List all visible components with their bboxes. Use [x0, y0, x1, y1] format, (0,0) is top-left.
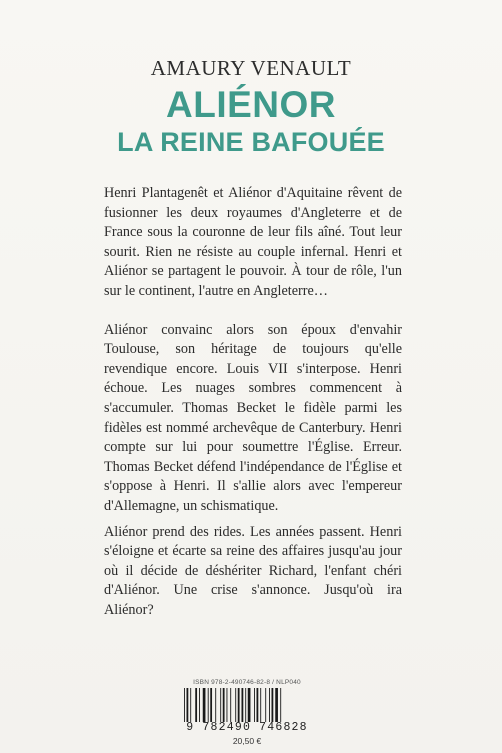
price: 20,50 €: [232, 736, 262, 746]
barcode-block: [171, 679, 323, 747]
barcode-icon: [183, 688, 313, 722]
isbn-text: ISBN 978-2-490746-82-8 / NLP040: [193, 679, 301, 686]
blurb-paragraph-3: Aliénor prend des rides. Les années passent. Henri s'éloigne et écarte sa reine des affaires jusqu'au jour où il décide de déshériter Richard, l'enfant chéri d'Aliénor. Une crise s'annonce. Jusqu'où ira Aliénor?: [104, 523, 402, 618]
title-line-1: ALIÉNOR: [166, 84, 336, 125]
blurb-paragraph-1: Henri Plantagenêt et Aliénor d'Aquitaine rêvent de fusionner les deux royaumes d'Angleterre et de France sous la couronne de leur fils aîné. Tout leur sourit. Rien ne résiste au couple infernal. Henri et Aliénor se partagent le pouvoir. À tour de rôle, l'un sur le continent, l'autre en Angleterre…: [104, 185, 402, 299]
title-line-2: LA REINE BAFOUÉE: [117, 127, 385, 157]
blurb: [104, 184, 402, 620]
author-name: AMAURY VENAULT: [150, 56, 352, 80]
barcode-digits: 9 782490 746828: [186, 721, 308, 734]
blurb-paragraph-2: Aliénor convainc alors son époux d'envahir Toulouse, son héritage de toujours qu'elle revendique encore. Louis VII s'interpose. Henri échoue. Les nuages sombres commencent à s'accumuler. Thomas Becket le fidèle parmi les fidèles est nommé archevêque de Canterbury. Henri compte sur lui pour soumettre l'Église. Erreur. Thomas Becket défend l'indépendance de l'Église et s'oppose à Henri. Il s'allie alors avec l'empereur d'Allemagne, un schismatique.: [104, 321, 402, 514]
book-title: [0, 86, 502, 156]
